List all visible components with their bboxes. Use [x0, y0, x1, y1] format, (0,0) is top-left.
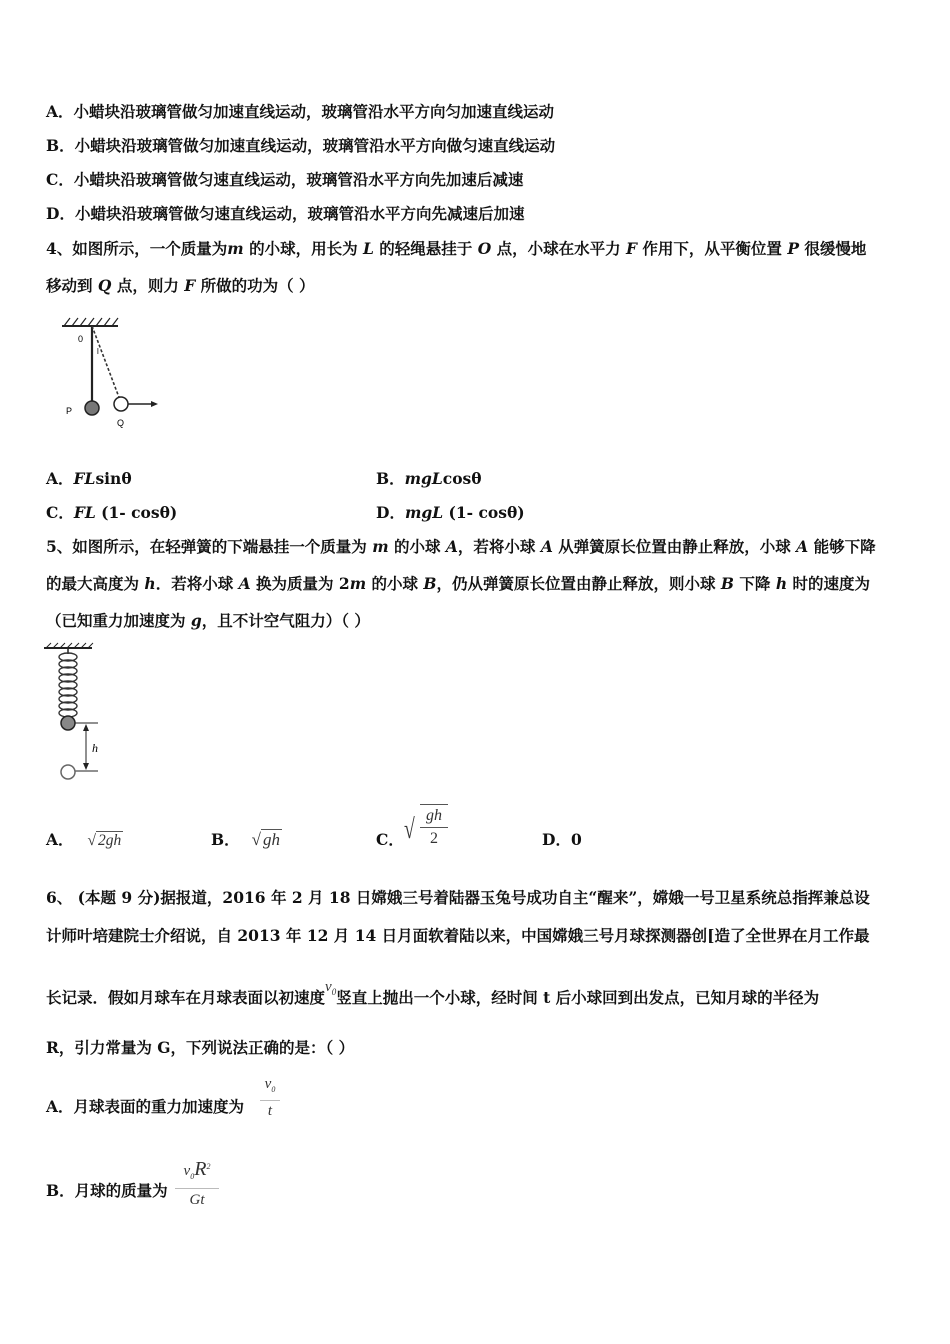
text: 能够下降 — [808, 537, 876, 556]
text: ，且不计空气阻力）（ ） — [201, 611, 370, 630]
sqrt-gh: √ gh — [251, 830, 280, 849]
q5-option-a — [46, 830, 123, 851]
text: 移动到 — [46, 276, 98, 295]
sqrt-2gh: √ 2gh — [87, 832, 122, 849]
q3-option-d — [46, 204, 524, 224]
option-label: D． — [376, 503, 405, 522]
label-o: 0 — [78, 334, 84, 344]
text: ．若将小球 — [155, 574, 239, 593]
q6-stem-line2: 计师叶培建院士介绍说，自 2013 年 12 月 14 日月面软着陆以来，中国嫦娥三号月球探测器创[造了全世界在月工作最 — [46, 926, 870, 945]
text: 的小球，用长为 — [243, 239, 363, 258]
text: 点，则力 — [111, 276, 185, 295]
text: 的最大高度为 — [46, 574, 145, 593]
q4-stem-line2 — [46, 276, 315, 296]
label-p: P — [66, 406, 73, 416]
q6-option-b — [46, 1181, 168, 1201]
math: sinθ — [95, 469, 132, 488]
var-g: g — [190, 611, 202, 630]
text: （已知重力加速度为 — [46, 611, 191, 630]
var-f: F — [184, 276, 196, 295]
text: 时的速度为 — [787, 574, 871, 593]
text: 的小球 — [388, 537, 446, 556]
option-label: C． — [46, 170, 74, 189]
text: 换为质量为 2 — [250, 574, 350, 593]
math: cosθ — [442, 469, 482, 488]
var-a: A — [445, 537, 458, 556]
option-text: 小蜡块沿玻璃管做匀速直线运动，玻璃管沿水平方向先减速后加速 — [74, 204, 525, 223]
fraction-v0r2-over-gt — [175, 1156, 219, 1211]
text: 很缓慢地 — [798, 239, 867, 258]
option-label: C． — [376, 830, 404, 849]
q4-stem-line1 — [46, 239, 866, 259]
fraction — [420, 804, 448, 850]
var-m: m — [372, 537, 389, 556]
q4-option-d — [376, 503, 525, 523]
q5-option-c — [376, 830, 404, 850]
var-m: m — [227, 239, 244, 258]
denominator: 2 — [430, 830, 438, 847]
label-l: l — [97, 347, 99, 356]
text: 从弹簧原长位置由静止释放，小球 — [552, 537, 797, 556]
denominator: t — [267, 1103, 273, 1119]
math: mgL — [404, 503, 444, 522]
option-label: B． — [46, 1181, 75, 1200]
option-text: 月球表面的重力加速度为 — [73, 1097, 245, 1116]
pendulum-diagram — [56, 314, 166, 434]
math: FL — [73, 469, 96, 488]
label-h: h — [92, 741, 98, 755]
option-text: 小蜡块沿玻璃管做匀加速直线运动，玻璃管沿水平方向做匀速直线运动 — [74, 136, 556, 155]
q6-stem-line3 — [46, 979, 820, 1014]
text: 4、如图所示，一个质量为 — [46, 239, 228, 258]
q5-option-b — [211, 830, 282, 850]
numerator: v — [264, 1076, 272, 1092]
math: FL — [73, 503, 96, 522]
option-label: A． — [46, 102, 74, 121]
q6-stem-line1: 6、 (本题 9 分)据报道，2016 年 2 月 18 日嫦娥三号着陆器玉兔号成功自主“醒来”，嫦娥一号卫星系统总指挥兼总设 — [46, 888, 870, 907]
var-o: O — [477, 239, 492, 258]
text: 5、如图所示，在轻弹簧的下端悬挂一个质量为 — [46, 537, 373, 556]
var-f: F — [626, 239, 638, 258]
q5-option-d — [542, 830, 582, 850]
option-text: 小蜡块沿玻璃管做匀速直线运动，玻璃管沿水平方向先加速后减速 — [73, 170, 524, 189]
text: ，若将小球 — [457, 537, 541, 556]
text: 作用下，从平衡位置 — [637, 239, 788, 258]
v0-symbol — [325, 979, 336, 995]
q5-stem-line1 — [46, 537, 876, 557]
subscript: 0 — [331, 987, 337, 997]
option-label: A． — [46, 469, 74, 488]
v: v — [183, 1163, 191, 1179]
option-label: C． — [46, 503, 74, 522]
var-h: h — [775, 574, 788, 593]
fraction-v0-over-t — [260, 1074, 280, 1121]
subscript: 0 — [271, 1085, 276, 1094]
option-label: B． — [46, 136, 75, 155]
q5-stem-line2 — [46, 574, 870, 594]
option-label: B． — [376, 469, 405, 488]
var-p: P — [787, 239, 799, 258]
var-m: m — [349, 574, 367, 593]
text: 竖直上抛出一个小球，经时间 t 后小球回到出发点，已知月球的半径为 — [336, 988, 820, 1007]
q3-option-b — [46, 136, 555, 156]
text: 点，小球在水平力 — [491, 239, 627, 258]
option-value: 0 — [570, 830, 582, 849]
option-text: 小蜡块沿玻璃管做匀加速直线运动，玻璃管沿水平方向匀加速直线运动 — [73, 102, 555, 121]
var-l: L — [363, 239, 374, 258]
text: 长记录．假如月球车在月球表面以初速度 — [46, 988, 326, 1007]
radicand: gh — [262, 830, 280, 849]
var-h: h — [144, 574, 156, 593]
denominator: Gt — [189, 1192, 205, 1208]
superscript: 2 — [206, 1162, 211, 1171]
option-label: A． — [46, 1097, 74, 1116]
numerator: gh — [420, 805, 448, 828]
q3-option-c — [46, 170, 523, 190]
option-label: D． — [46, 204, 75, 223]
var-q: Q — [97, 276, 112, 295]
q4-option-c — [46, 503, 177, 523]
math: mgL — [404, 469, 443, 488]
spring-diagram — [40, 642, 110, 787]
radicand: 2gh — [98, 832, 122, 849]
option-label: D． — [542, 830, 571, 849]
q5-stem-line3 — [46, 611, 370, 631]
q3-option-a — [46, 102, 554, 122]
text: 所做的功为（ ） — [195, 276, 315, 295]
var-a: A — [238, 574, 251, 593]
var-b: B — [423, 574, 437, 593]
text: 下降 — [734, 574, 776, 593]
math: (1- cosθ) — [95, 503, 178, 522]
option-text: 月球的质量为 — [74, 1181, 168, 1200]
option-label: A． — [46, 830, 74, 849]
label-q: Q — [117, 418, 125, 428]
q6-option-a — [46, 1097, 244, 1117]
r: R — [194, 1158, 207, 1180]
var-a: A — [796, 537, 809, 556]
q4-option-b — [376, 469, 482, 489]
v: v — [325, 979, 332, 995]
var-b: B — [720, 574, 735, 593]
text: 的小球 — [366, 574, 424, 593]
var-a: A — [540, 537, 553, 556]
q6-stem-line4: R，引力常量为 G，下列说法正确的是：（ ） — [46, 1038, 355, 1057]
math: (1- cosθ) — [443, 503, 525, 522]
text: 的轻绳悬挂于 — [373, 239, 478, 258]
text: ，仍从弹簧原长位置由静止释放，则小球 — [436, 574, 721, 593]
subscript: 0 — [190, 1172, 195, 1181]
q4-option-a — [46, 469, 132, 489]
option-label: B． — [211, 830, 240, 849]
